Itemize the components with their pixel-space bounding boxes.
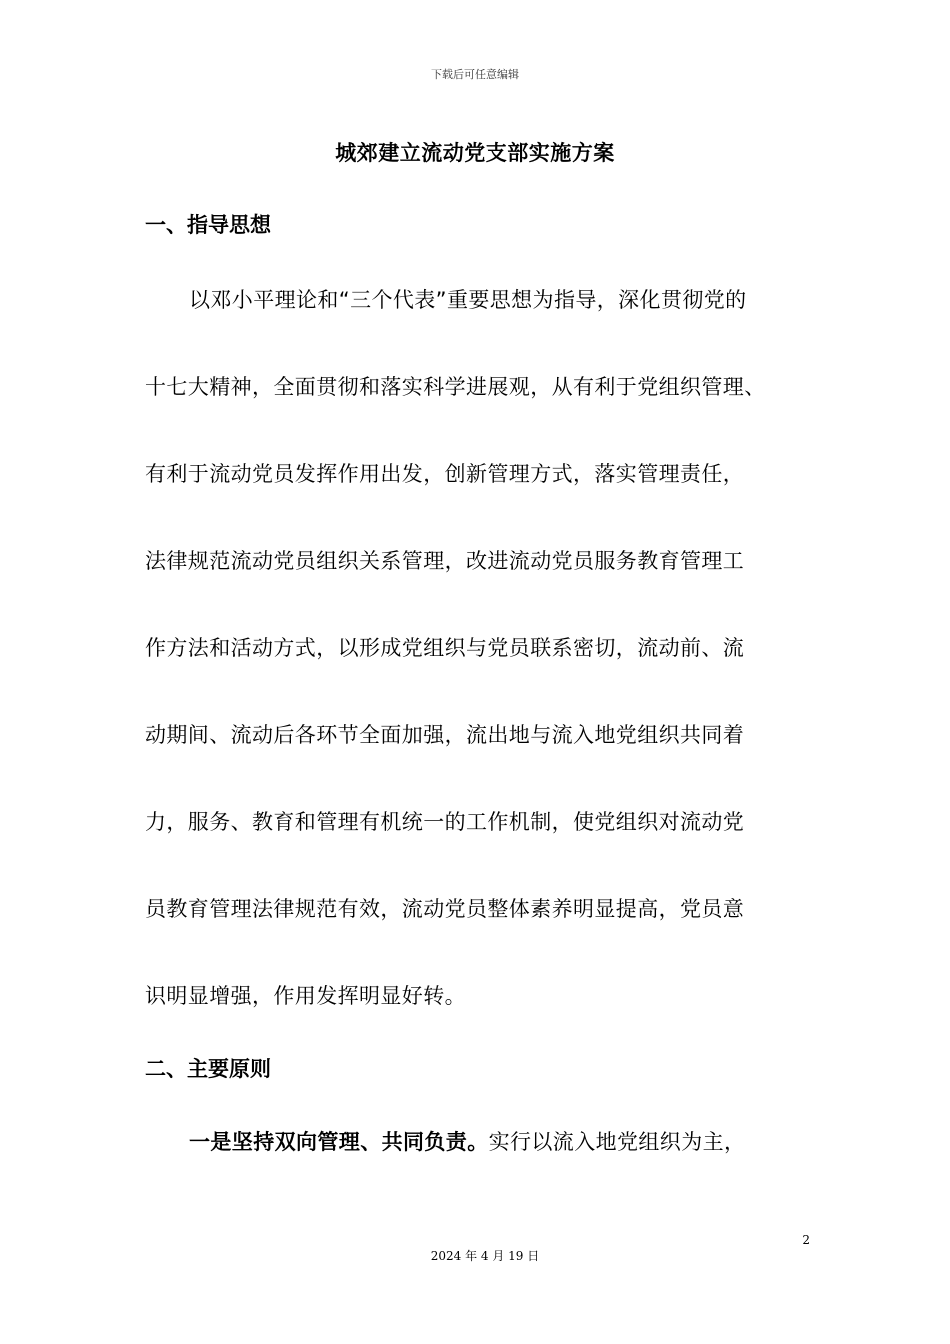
paragraph-line: 识明显增强，作用发挥明显好转。 xyxy=(145,984,466,1008)
section-heading-guiding-ideology: 一、指导思想 xyxy=(145,213,271,237)
principle-bold-lead: 一是坚持双向管理、共同负责。 xyxy=(189,1130,489,1154)
paragraph-line: 法律规范流动党员组织关系管理，改进流动党员服务教育管理工 xyxy=(145,549,745,573)
paragraph-line: 员教育管理法律规范有效，流动党员整体素养明显提高，党员意 xyxy=(145,897,745,921)
section-heading-main-principles: 二、主要原则 xyxy=(145,1057,271,1081)
principle-text: 实行以流入地党组织为主， xyxy=(488,1130,746,1154)
page-number: 2 xyxy=(802,1233,810,1247)
paragraph-line: 动期间、流动后各环节全面加强，流出地与流入地党组织共同着 xyxy=(145,723,745,747)
paragraph-line: 有利于流动党员发挥作用出发，创新管理方式，落实管理责任， xyxy=(145,462,745,486)
paragraph-line: 以邓小平理论和“三个代表”重要思想为指导，深化贯彻党的 xyxy=(189,288,747,312)
document-title: 城郊建立流动党支部实施方案 xyxy=(335,141,615,165)
paragraph-line: 十七大精神，全面贯彻和落实科学进展观，从有利于党组织管理、 xyxy=(145,375,766,399)
paragraph-line: 作方法和活动方式，以形成党组织与党员联系密切，流动前、流 xyxy=(145,636,745,660)
footer-date: 2024 年 4 月 19 日 xyxy=(430,1249,540,1263)
header-note: 下载后可任意编辑 xyxy=(431,68,519,81)
paragraph-line: 力，服务、教育和管理有机统一的工作机制，使党组织对流动党 xyxy=(145,810,745,834)
principle-paragraph-line xyxy=(189,1126,869,1156)
